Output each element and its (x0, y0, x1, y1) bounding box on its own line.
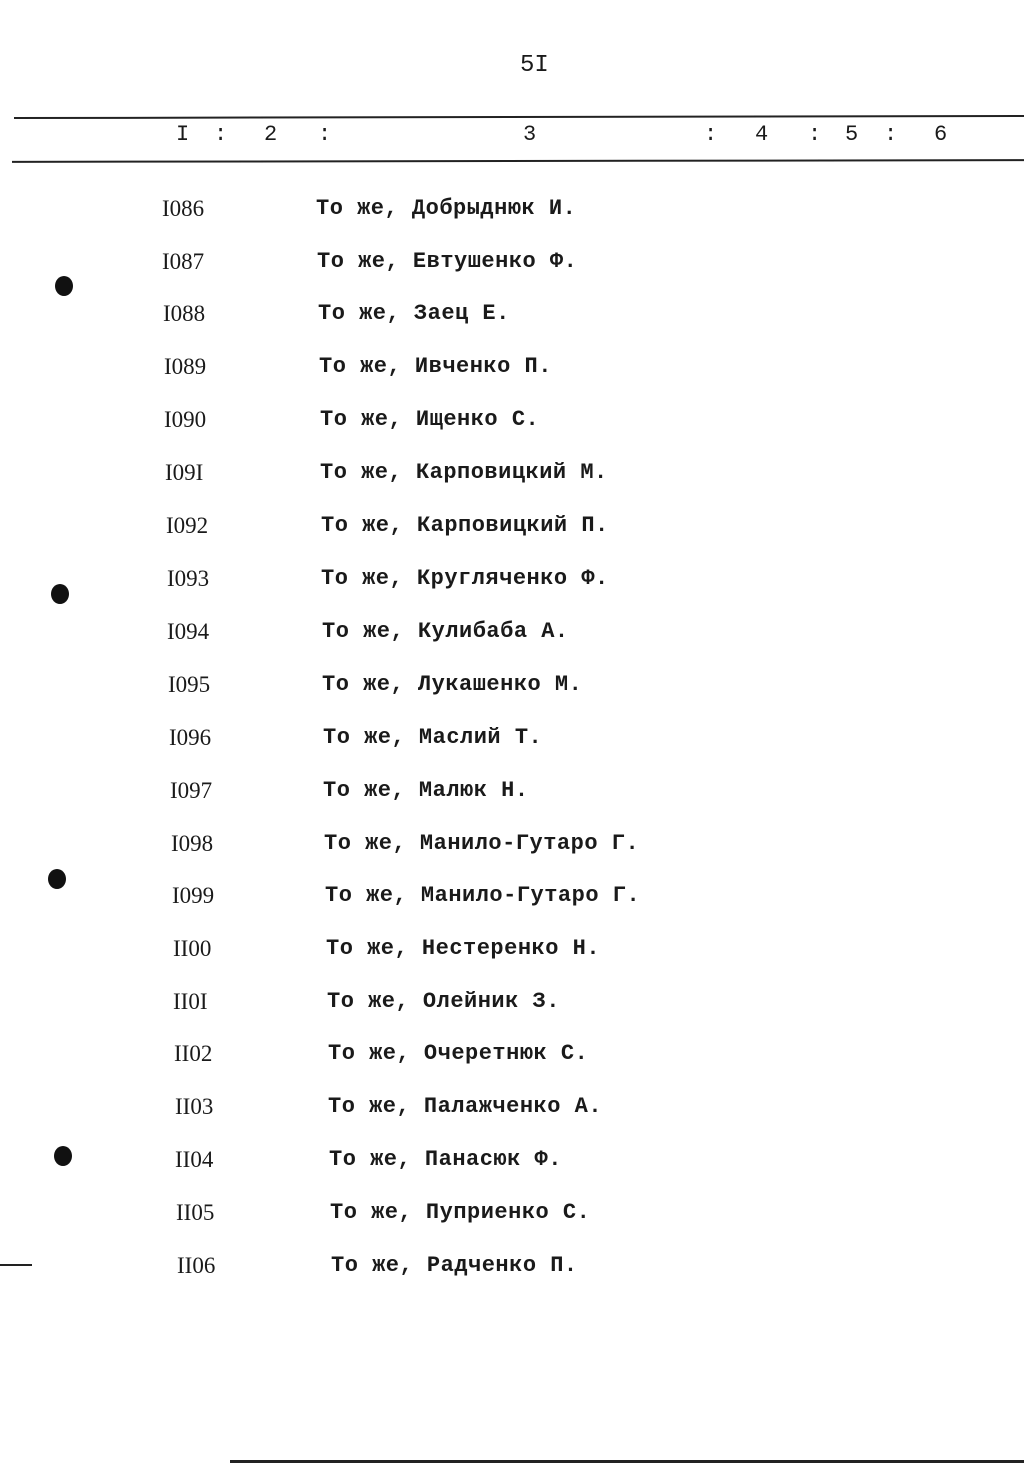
record-number: I088 (163, 301, 206, 326)
punch-hole-icon (54, 1146, 72, 1166)
record-text: То же, Карповицкий П. (321, 513, 609, 538)
record-number: I094 (167, 619, 210, 644)
column-separator: : (318, 122, 332, 147)
record-number: I099 (172, 883, 215, 908)
table-row (0, 513, 1024, 543)
table-row (0, 831, 1024, 861)
record-text: То же, Панасюк Ф. (329, 1147, 562, 1172)
table-row (0, 460, 1024, 490)
table-row (0, 989, 1024, 1019)
table-header-bottom-rule (12, 159, 1024, 163)
table-row (0, 936, 1024, 966)
record-text: То же, Маслий Т. (323, 725, 543, 750)
table-row (0, 407, 1024, 437)
page-bottom-rule (230, 1460, 1024, 1463)
record-text: То же, Добрыднюк И. (316, 196, 577, 221)
table-header-top-rule (14, 115, 1024, 119)
column-header-1: I (176, 122, 190, 147)
record-text: То же, Заец Е. (318, 301, 510, 326)
column-header-3: 3 (523, 122, 537, 147)
table-row (0, 725, 1024, 755)
record-number: II00 (173, 936, 212, 961)
table-row (0, 566, 1024, 596)
table-row (0, 1094, 1024, 1124)
record-text: То же, Малюк Н. (323, 778, 529, 803)
record-text: То же, Ищенко С. (320, 407, 540, 432)
table-row (0, 354, 1024, 384)
margin-mark (0, 1264, 32, 1266)
punch-hole-icon (55, 276, 73, 296)
column-separator: : (704, 122, 718, 147)
record-number: I098 (171, 831, 214, 856)
record-number: I095 (168, 672, 211, 697)
record-number: II04 (175, 1147, 214, 1172)
table-row (0, 778, 1024, 808)
table-row (0, 1041, 1024, 1071)
column-separator: : (884, 122, 898, 147)
table-row (0, 1200, 1024, 1230)
record-text: То же, Манило-Гутаро Г. (324, 831, 640, 856)
record-number: I090 (164, 407, 207, 432)
record-number: I086 (162, 196, 205, 221)
page-number: 5I (520, 52, 549, 79)
record-text: То же, Карповицкий М. (320, 460, 608, 485)
column-header-5: 5 (845, 122, 859, 147)
table-row (0, 619, 1024, 649)
record-text: То же, Олейник З. (327, 989, 560, 1014)
record-number: I097 (170, 778, 213, 803)
record-number: II03 (175, 1094, 214, 1119)
table-row (0, 1253, 1024, 1283)
record-text: То же, Пуприенко С. (330, 1200, 591, 1225)
record-text: То же, Кругляченко Ф. (321, 566, 609, 591)
record-number: II06 (177, 1253, 216, 1278)
record-number: I093 (167, 566, 210, 591)
record-text: То же, Манило-Гутаро Г. (325, 883, 641, 908)
record-number: II0I (173, 989, 208, 1014)
record-number: I092 (166, 513, 209, 538)
table-row (0, 883, 1024, 913)
column-header-2: 2 (264, 122, 278, 147)
table-row (0, 196, 1024, 226)
table-row (0, 672, 1024, 702)
record-text: То же, Ивченко П. (319, 354, 552, 379)
record-number: I096 (169, 725, 212, 750)
record-text: То же, Радченко П. (331, 1253, 578, 1278)
punch-hole-icon (51, 584, 69, 604)
table-row (0, 301, 1024, 331)
record-text: То же, Палажченко А. (328, 1094, 603, 1119)
column-separator: : (808, 122, 822, 147)
record-text: То же, Очеретнюк С. (328, 1041, 589, 1066)
record-number: II02 (174, 1041, 213, 1066)
record-number: II05 (176, 1200, 215, 1225)
record-text: То же, Лукашенко М. (322, 672, 583, 697)
punch-hole-icon (48, 869, 66, 889)
record-number: I087 (162, 249, 205, 274)
record-text: То же, Евтушенко Ф. (317, 249, 578, 274)
table-row (0, 249, 1024, 279)
record-text: То же, Нестеренко Н. (326, 936, 601, 961)
table-row (0, 1147, 1024, 1177)
record-number: I09I (165, 460, 204, 485)
column-header-6: 6 (934, 122, 948, 147)
record-text: То же, Кулибаба А. (322, 619, 569, 644)
record-number: I089 (164, 354, 207, 379)
column-header-4: 4 (755, 122, 769, 147)
column-separator: : (214, 122, 228, 147)
